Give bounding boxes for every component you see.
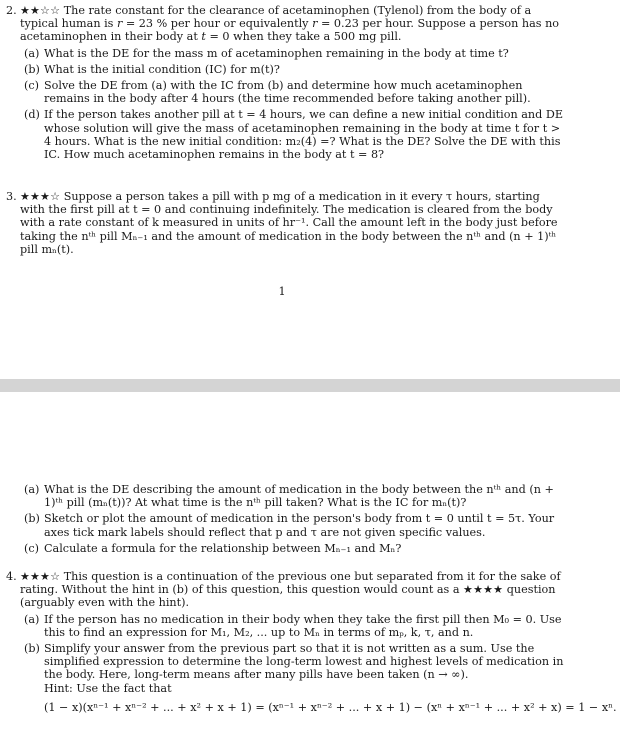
hint-equation: (1 − x)(xⁿ⁻¹ + xⁿ⁻² + ... + x² + x + 1) = (xⁿ⁻¹ + xⁿ⁻² + ... + x + 1) − (xⁿ + xⁿ⁻¹ + ... + x² + x) = 1 − xⁿ. bbox=[44, 700, 617, 714]
problem-2-intro: The rate constant for the clearance of acetaminophen (Tylenol) from the body of a typical human is r = 23 % per hour or equivalently r = 0.23 per hour. Suppose a person has no acetaminophen in their body at t = 0 when they take a 500 mg pill. bbox=[20, 4, 560, 44]
problem-3-part-c: (c) Calculate a formula for the relationship between Mₙ₋₁ and Mₙ? bbox=[24, 541, 402, 555]
problem-3-difficulty-stars: ★★★☆ bbox=[20, 190, 61, 203]
problem-2-part-a: (a) What is the DE for the mass m of acetaminophen remaining in the body at time t? bbox=[24, 46, 509, 60]
document-page-2 bbox=[0, 392, 620, 755]
problem-2-difficulty-stars: ★★☆☆ bbox=[20, 4, 61, 17]
problem-2-number: 2. bbox=[6, 4, 17, 17]
problem-4-parts bbox=[20, 613, 564, 695]
problem-4-part-a: (a) If the person has no medication in their body when they take the first pill then M₀ = 0. Use this to find an expression for M₁, M₂, ... up to Mₙ in terms of mₚ, k, τ, and n. bbox=[24, 612, 562, 639]
problem-2-part-b: (b) What is the initial condition (IC) for m(t)? bbox=[24, 62, 280, 76]
problem-4-part-b: (b) Simplify your answer from the previous part so that it is not written as a sum. Use the simplified expression to determine the long-term lowest and highest levels of medication in the body. Here, long-term means after many pills have been taken (n → ∞). Hint: Use the fact that bbox=[24, 642, 564, 695]
problem-4-difficulty-stars: ★★★☆ bbox=[20, 570, 61, 583]
problem-3-part-b: (b) Sketch or plot the amount of medication in the person's body from t = 0 until t = 5τ. Your axes tick mark labels should reflect that p and τ are not given specific values. bbox=[24, 512, 555, 539]
page-separator bbox=[0, 379, 620, 392]
problem-3-parts bbox=[20, 483, 564, 555]
problem-2-part-c: (c) Solve the DE from (a) with the IC from (b) and determine how much acetaminophen remains in the body after 4 hours (the time recommended before taking another pill). bbox=[24, 79, 531, 106]
problem-2-part-d: (d) If the person takes another pill at t = 4 hours, we can define a new initial condition and DE whose solution will give the mass of acetaminophen remaining in the body at time t for t > 4 hours. What is the new initial condition: m₂(4) =? What is the DE? Solve the DE with this IC. How much acetaminophen remains in the body at t = 8? bbox=[24, 108, 563, 162]
problem-2 bbox=[6, 4, 564, 164]
problem-3 bbox=[6, 190, 564, 256]
problem-4-text: This question is a continuation of the previous one but separated from it for the sake of rating. Without the hint in (b) of this question, this question would count as a ★★★★ question (arguably even with the hint). bbox=[20, 570, 561, 610]
problem-2-parts bbox=[20, 47, 564, 162]
hint-label: Hint: Use the fact that bbox=[44, 681, 172, 695]
problem-3-continued bbox=[6, 480, 564, 558]
problem-3-number: 3. bbox=[6, 190, 17, 203]
problem-3-text: Suppose a person takes a pill with p mg of a medication in it every τ hours, starting with the first pill at t = 0 and continuing indefinitely. The medication is cleared from the body with a rate constant of k measured in units of hr⁻¹. Call the amount left in the body just before taking the nᵗʰ pill Mₙ₋₁ and the amount of medication in the body between the nᵗʰ and (n + 1)ᵗʰ pill mₙ(t). bbox=[20, 190, 558, 256]
problem-4-number: 4. bbox=[6, 570, 17, 583]
problem-3-part-a: (a) What is the DE describing the amount of medication in the body between the nᵗʰ and (n + 1)ᵗʰ pill (mₙ(t))? At what time is the nᵗʰ pill taken? What is the IC for mₙ(t)? bbox=[24, 483, 554, 510]
page-number: 1 bbox=[278, 285, 286, 298]
problem-4 bbox=[6, 570, 617, 714]
